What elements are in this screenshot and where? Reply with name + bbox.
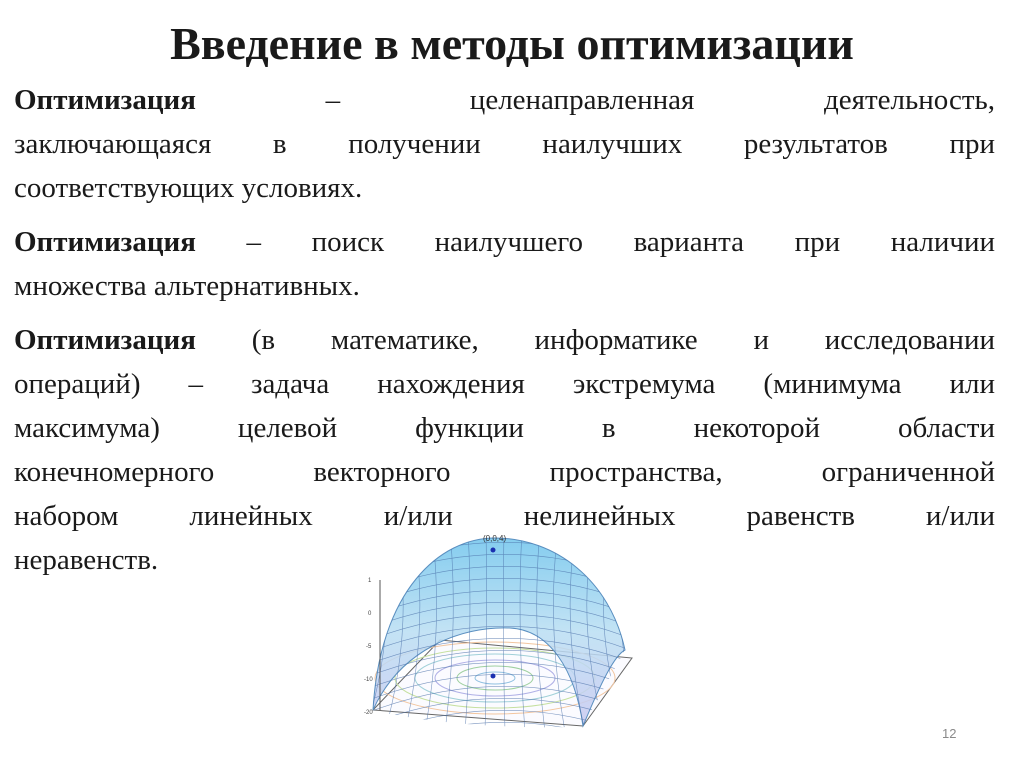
svg-text:0: 0 — [368, 611, 372, 617]
text-line — [14, 78, 995, 122]
term: Оптимизация — [14, 324, 196, 356]
maximum-point-label: (0,0,4) — [483, 534, 507, 543]
text-line — [14, 318, 995, 362]
surface-plot-svg — [340, 530, 640, 745]
line-text: множества альтернативных. — [14, 270, 360, 302]
mesh-line — [340, 722, 640, 745]
slide-title: Введение в методы оптимизации — [170, 18, 854, 69]
definition-paragraph — [14, 220, 995, 308]
line-text: максимума) целевой функции в некоторой области — [14, 412, 995, 444]
svg-text:-10: -10 — [364, 677, 373, 683]
svg-text:1: 1 — [368, 578, 372, 584]
paraboloid-surface-plot — [340, 530, 640, 745]
text-line — [14, 166, 995, 210]
line-text: операций) – задача нахождения экстремума (минимума или — [14, 368, 995, 400]
text-line — [14, 362, 995, 406]
text-line — [14, 406, 995, 450]
line-text: конечномерного векторного пространства, ограниченной — [14, 456, 995, 488]
maximum-point — [491, 548, 496, 553]
projected-point — [491, 674, 496, 679]
text-line — [14, 450, 995, 494]
page-number: 12 — [942, 726, 957, 741]
svg-text:-20: -20 — [364, 710, 373, 716]
mesh-line — [620, 530, 640, 745]
text-line — [14, 220, 995, 264]
line-text: – поиск наилучшего варианта при наличии — [195, 226, 995, 258]
term: Оптимизация — [14, 84, 196, 116]
text-line — [14, 122, 995, 166]
definition-paragraph — [14, 78, 995, 210]
line-text: соответствующих условиях. — [14, 172, 363, 204]
svg-text:-5: -5 — [366, 644, 372, 650]
text-line — [14, 264, 995, 308]
line-text: (в математике, информатике и исследовании — [195, 324, 995, 356]
line-text: заключающаяся в получении наилучших результатов при — [14, 128, 995, 160]
term: Оптимизация — [14, 226, 196, 258]
line-text: неравенств. — [14, 544, 159, 576]
line-text: набором линейных и/или нелинейных равенств и/или — [14, 500, 995, 532]
slide-body — [14, 78, 995, 592]
line-text: – целенаправленная деятельность, — [195, 84, 995, 116]
